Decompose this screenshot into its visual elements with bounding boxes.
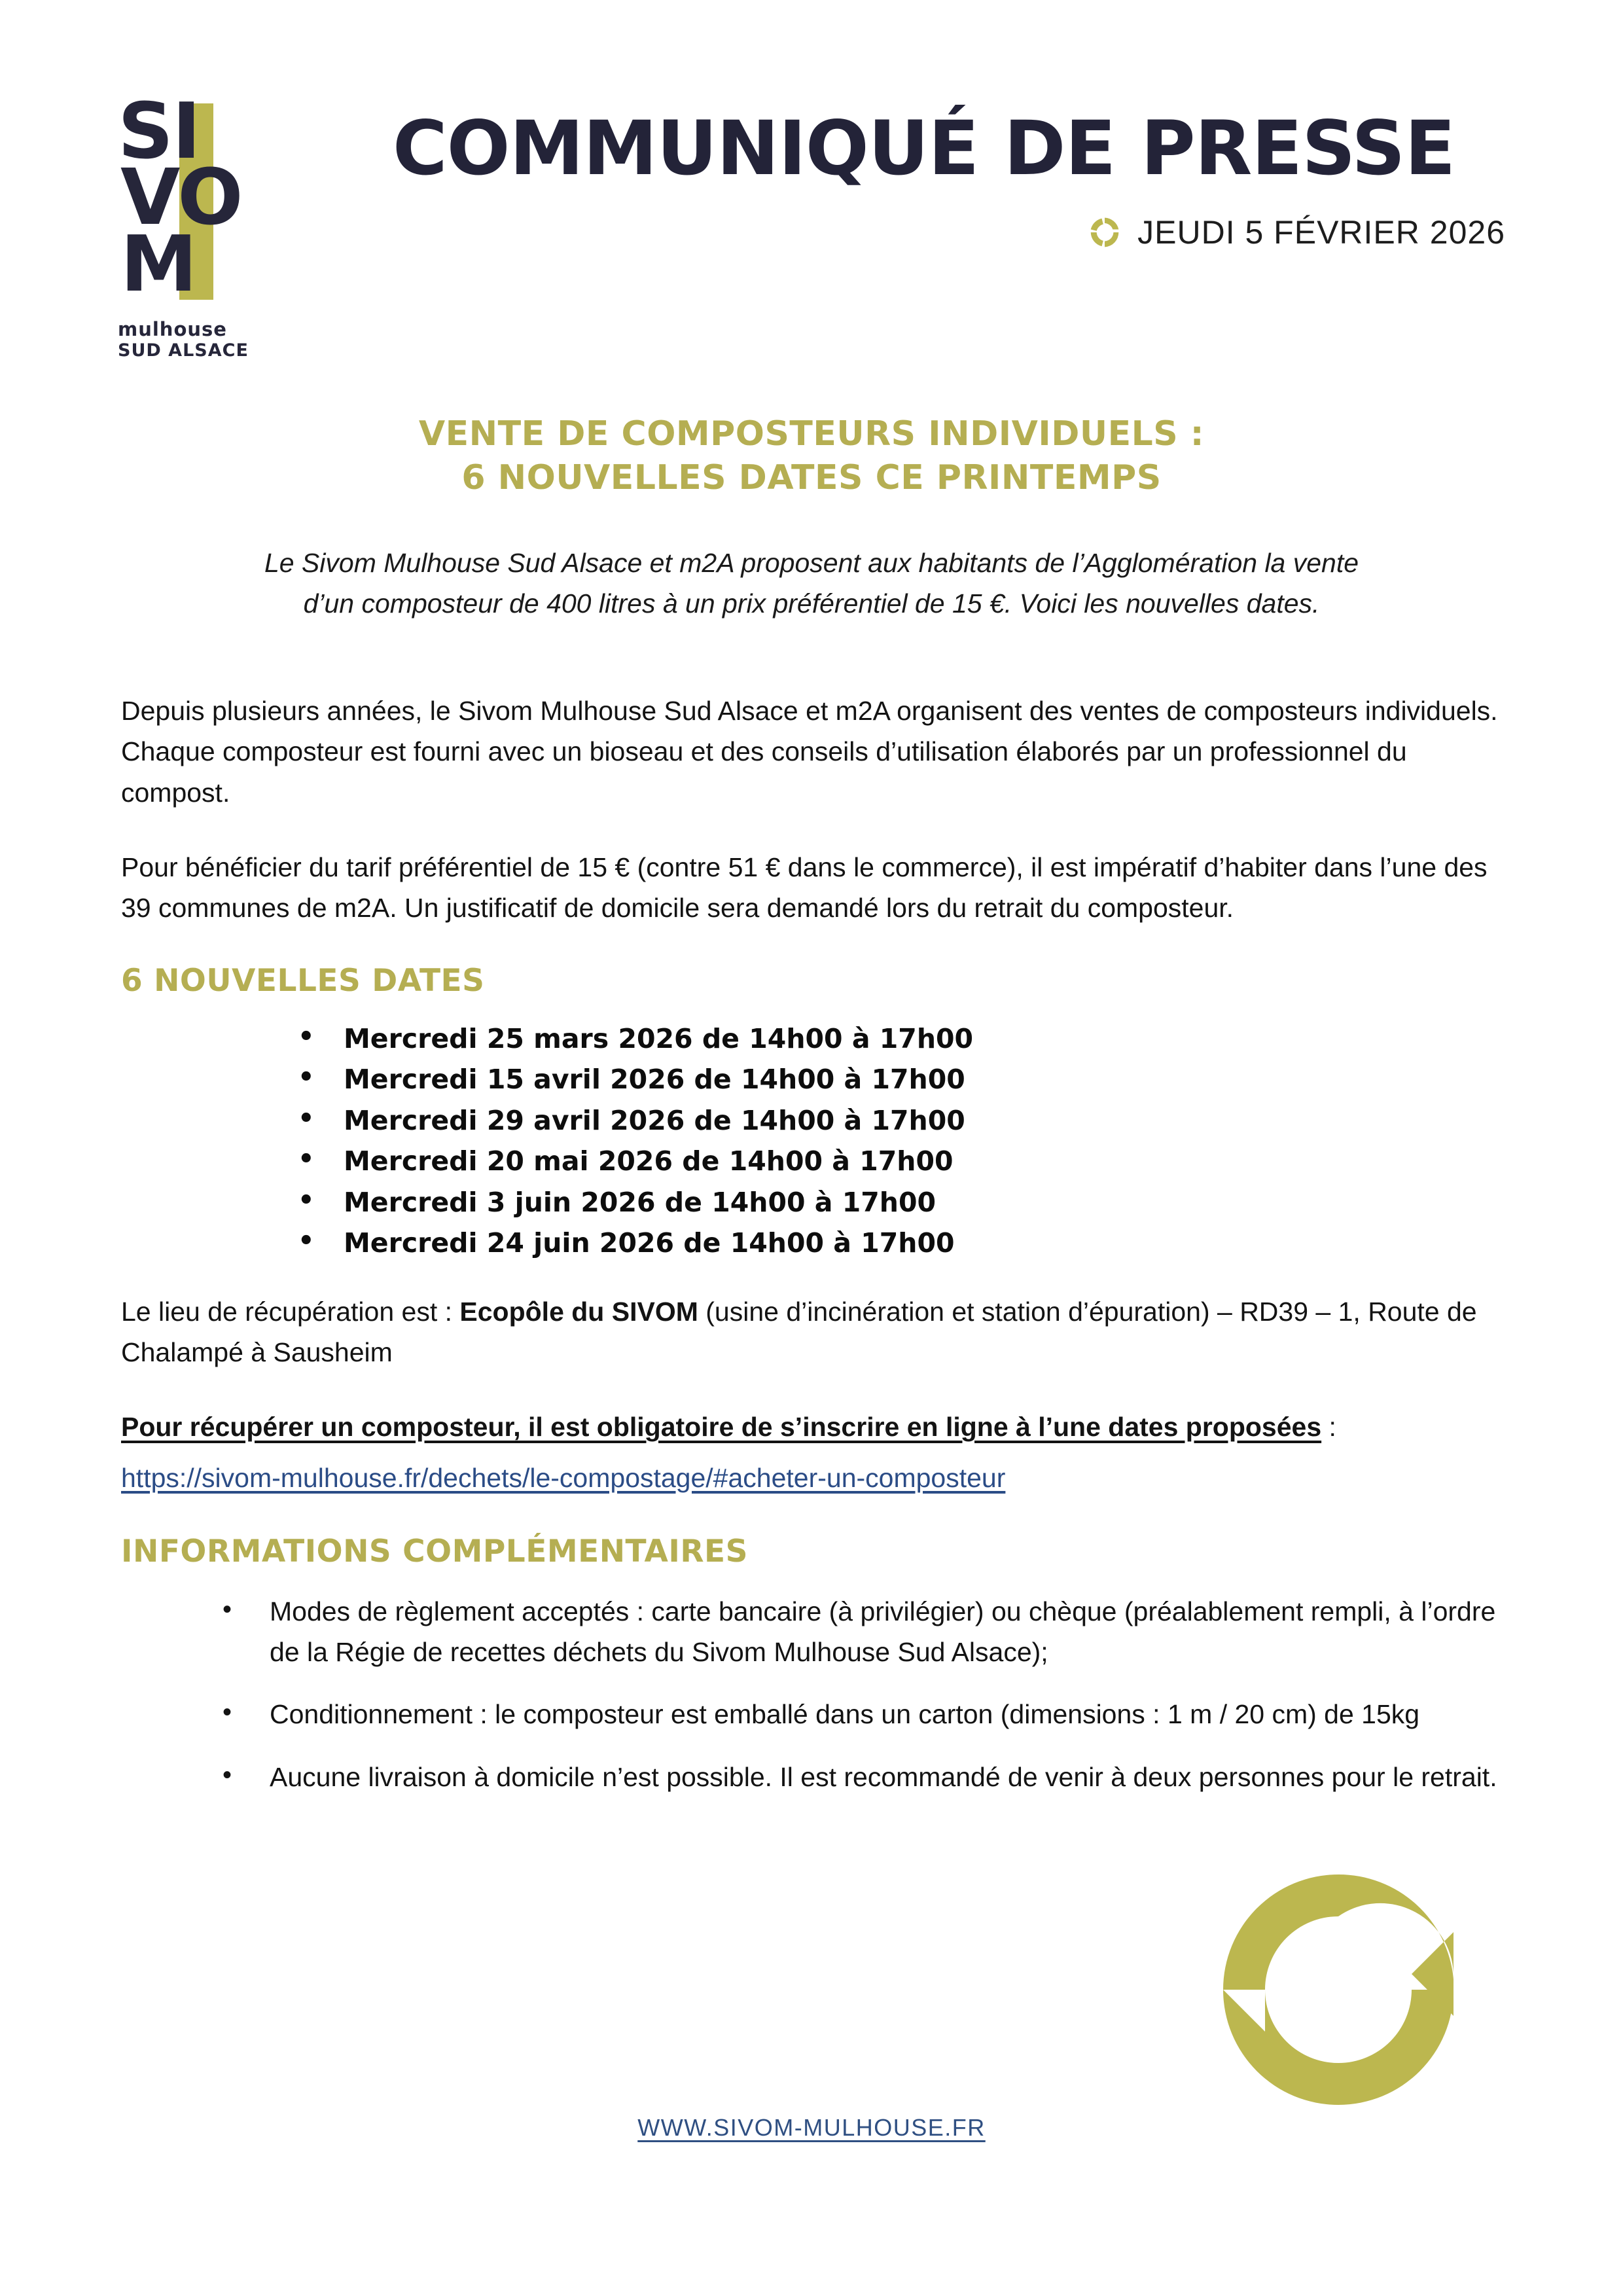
body-content (121, 691, 1502, 1820)
intro-line-2: d’un composteur de 400 litres à un prix préférentiel de 15 €. Voici les nouvelles dates. (303, 588, 1320, 619)
paragraph-location (121, 1291, 1502, 1373)
location-suffix: (usine d’incinération et station d’épuration) – RD39 – 1, Route de Chalampé à Sausheim (121, 1296, 1477, 1367)
document-subtitle (118, 412, 1505, 499)
page-title: COMMUNIQUÉ DE PRESSE (393, 105, 1455, 192)
logo-letters (118, 86, 259, 309)
publication-date-row (393, 213, 1505, 251)
info-list (121, 1592, 1502, 1797)
registration-colon: : (1321, 1412, 1336, 1443)
registration-link-line (121, 1458, 1502, 1499)
paragraph-registration (121, 1407, 1502, 1447)
dates-list (121, 1021, 1502, 1261)
logo-line-1: SI (118, 86, 200, 176)
sivom-logo-mark (118, 86, 259, 314)
logo-subtitle (118, 318, 268, 361)
page-header (118, 86, 1505, 361)
logo-subtitle-line-2: SUD ALSACE (118, 340, 249, 361)
list-item: • Mercredi 15 avril 2026 de 14h00 à 17h00 (298, 1062, 1502, 1098)
recycle-icon (1207, 1859, 1469, 2121)
registration-link[interactable]: https://sivom-mulhouse.fr/dechets/le-compostage/#acheter-un-composteur (121, 1462, 1006, 1493)
location-venue: Ecopôle du SIVOM (459, 1296, 698, 1327)
logo-line-2: VO (120, 152, 242, 243)
sivom-logo (118, 86, 268, 361)
section-heading-dates: 6 NOUVELLES DATES (121, 962, 485, 999)
footer-website-link[interactable]: WWW.SIVOM-MULHOUSE.FR (637, 2114, 986, 2141)
paragraph-history: Depuis plusieurs années, le Sivom Mulhouse Sud Alsace et m2A organisent des ventes de composteurs individuels. Chaque composteur est fourni avec un bioseau et des conseils d’utilisation élaborés par un professionnel du compost. (121, 696, 1498, 808)
logo-line-3: M (120, 218, 196, 309)
logo-subtitle-line-1: mulhouse (118, 318, 227, 340)
publication-date: JEUDI 5 FÉVRIER 2026 (1137, 214, 1505, 251)
list-item: • Modes de règlement acceptés : carte bancaire (à privilégier) ou chèque (préalablement rempli, à l’ordre de la Régie de recettes déchets du Sivom Mulhouse Sud Alsace); (223, 1592, 1502, 1672)
list-item: • Aucune livraison à domicile n’est possible. Il est recommandé de venir à deux personnes pour le retrait. (223, 1757, 1502, 1798)
list-item: • Mercredi 20 mai 2026 de 14h00 à 17h00 (298, 1143, 1502, 1179)
footer-url-row (0, 2114, 1623, 2142)
list-item: • Mercredi 29 avril 2026 de 14h00 à 17h00 (298, 1103, 1502, 1139)
intro-paragraph (196, 543, 1427, 624)
list-item: • Mercredi 24 juin 2026 de 14h00 à 17h00 (298, 1225, 1502, 1261)
registration-notice: Pour récupérer un composteur, il est obligatoire de s’inscrire en ligne à l’une dates proposées (121, 1412, 1322, 1443)
section-heading-info: INFORMATIONS COMPLÉMENTAIRES (121, 1534, 748, 1570)
list-item: • Conditionnement : le composteur est emballé dans un carton (dimensions : 1 m / 20 cm) de 15kg (223, 1695, 1502, 1735)
subtitle-line-2: 6 NOUVELLES DATES CE PRINTEMPS (461, 457, 1162, 497)
paragraph-pricing: Pour bénéficier du tarif préférentiel de 15 € (contre 51 € dans le commerce), il est impératif d’habiter dans l’une des 39 communes de m2A. Un justificatif de domicile sera demandé lors du retrait du composteur. (121, 852, 1488, 924)
list-item: • Mercredi 3 juin 2026 de 14h00 à 17h00 (298, 1185, 1502, 1221)
intro-line-1: Le Sivom Mulhouse Sud Alsace et m2A proposent aux habitants de l’Agglomération la vente (264, 548, 1359, 578)
list-item: • Mercredi 25 mars 2026 de 14h00 à 17h00 (298, 1021, 1502, 1057)
header-right (393, 105, 1505, 251)
subtitle-line-1: VENTE DE COMPOSTEURS INDIVIDUELS : (418, 414, 1205, 454)
recycle-icon (1086, 214, 1123, 251)
location-prefix: Le lieu de récupération est : (121, 1296, 460, 1327)
